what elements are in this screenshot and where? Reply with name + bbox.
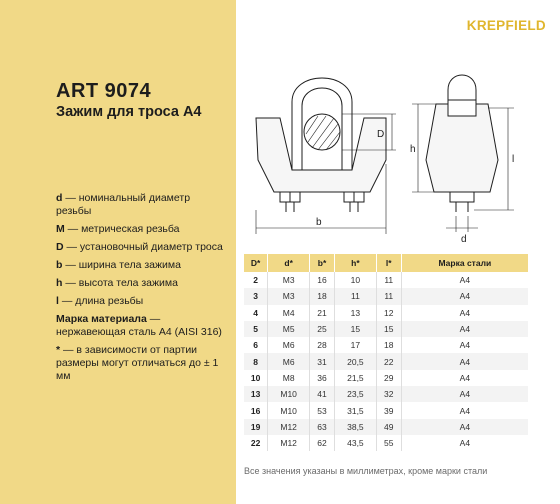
table-cell: 16 bbox=[244, 402, 268, 418]
legend-term: h bbox=[56, 277, 63, 289]
table-cell: 15 bbox=[334, 321, 376, 337]
product-name: Зажим для троса А4 bbox=[56, 104, 202, 120]
table-row bbox=[244, 353, 528, 369]
side-view bbox=[412, 75, 514, 232]
article-number: ART 9074 bbox=[56, 80, 152, 102]
legend-text: — высота тела зажима bbox=[62, 277, 178, 289]
table-cell: 18 bbox=[376, 337, 401, 353]
legend-term: M bbox=[56, 223, 65, 235]
table-cell: 23,5 bbox=[334, 386, 376, 402]
table-cell: 11 bbox=[334, 288, 376, 304]
table-cell: М10 bbox=[268, 402, 310, 418]
label-d: d bbox=[461, 234, 467, 245]
table-cell: 10 bbox=[244, 370, 268, 386]
table-cell: 25 bbox=[310, 321, 335, 337]
table-cell: А4 bbox=[401, 419, 528, 435]
legend-item bbox=[56, 241, 228, 254]
brand-logo: KREPFIELD bbox=[466, 18, 546, 33]
table-cell: 15 bbox=[376, 321, 401, 337]
table-cell: 18 bbox=[310, 288, 335, 304]
legend-term: b bbox=[56, 259, 63, 271]
table-cell: 32 bbox=[376, 386, 401, 402]
legend-text: — метрическая резьба bbox=[64, 223, 180, 235]
legend-item bbox=[56, 259, 228, 272]
legend-text: — номинальный диаметр резьбы bbox=[56, 192, 191, 217]
legend-item bbox=[56, 344, 228, 383]
table-cell: 39 bbox=[376, 402, 401, 418]
table-header: h* bbox=[334, 254, 376, 272]
table-cell: 29 bbox=[376, 370, 401, 386]
legend-term: D bbox=[56, 241, 64, 253]
table-header: D* bbox=[244, 254, 268, 272]
table-cell: М10 bbox=[268, 386, 310, 402]
table-cell: М12 bbox=[268, 419, 310, 435]
table-row bbox=[244, 370, 528, 386]
table-cell: М12 bbox=[268, 435, 310, 451]
legend-item bbox=[56, 223, 228, 236]
table-cell: М6 bbox=[268, 353, 310, 369]
info-panel bbox=[0, 0, 236, 504]
label-l: l bbox=[512, 154, 515, 165]
label-h: h bbox=[410, 144, 416, 155]
table-cell: 11 bbox=[376, 272, 401, 288]
legend-term: * bbox=[56, 344, 61, 356]
table-cell: 2 bbox=[244, 272, 268, 288]
clamp-body-side bbox=[426, 104, 498, 192]
legend-item bbox=[56, 295, 228, 308]
legend-term: l bbox=[56, 295, 59, 307]
table-cell: 55 bbox=[376, 435, 401, 451]
table-header: l* bbox=[376, 254, 401, 272]
legend-item bbox=[56, 192, 228, 218]
table-cell: 10 bbox=[334, 272, 376, 288]
table-cell: 5 bbox=[244, 321, 268, 337]
legend-text: — длина резьбы bbox=[58, 295, 144, 307]
table-cell: А4 bbox=[459, 405, 471, 416]
table-cell: 8 bbox=[244, 353, 268, 369]
table-cell: 31,5 bbox=[334, 402, 376, 418]
table-cell: А4 bbox=[459, 438, 471, 449]
table-cell: А4 bbox=[459, 372, 471, 383]
table-cell: 20,5 bbox=[334, 353, 376, 369]
table-cell: А4 bbox=[401, 353, 528, 369]
table-cell: М6 bbox=[268, 337, 310, 353]
table-cell: 21,5 bbox=[334, 370, 376, 386]
u-bolt-side bbox=[448, 75, 476, 116]
table-cell: А4 bbox=[459, 340, 471, 351]
legend-item bbox=[56, 277, 228, 290]
technical-drawing bbox=[236, 60, 560, 250]
table-row bbox=[244, 386, 528, 402]
table-cell: 19 bbox=[244, 419, 268, 435]
table-row bbox=[244, 272, 528, 288]
table-cell: 16 bbox=[310, 272, 335, 288]
table-cell: 63 bbox=[310, 419, 335, 435]
table-cell: 4 bbox=[244, 305, 268, 321]
table-cell: 6 bbox=[244, 337, 268, 353]
table-cell: 11 bbox=[376, 288, 401, 304]
legend-term: Марка материала bbox=[56, 313, 147, 325]
table-cell: 3 bbox=[244, 288, 268, 304]
table-header: d* bbox=[268, 254, 310, 272]
table-cell: 31 bbox=[310, 353, 335, 369]
table-cell: 22 bbox=[376, 353, 401, 369]
table-cell: А4 bbox=[459, 275, 471, 286]
table-cell: 43,5 bbox=[334, 435, 376, 451]
table-cell: 41 bbox=[310, 386, 335, 402]
legend-item bbox=[56, 313, 228, 339]
table-row bbox=[244, 288, 528, 304]
table-cell: М4 bbox=[268, 305, 310, 321]
table-header: Марка стали bbox=[401, 254, 528, 272]
table-row bbox=[244, 337, 528, 353]
table-row bbox=[244, 402, 528, 418]
legend-text: — ширина тела зажима bbox=[62, 259, 181, 271]
table-cell: М3 bbox=[268, 272, 310, 288]
table-cell: 12 bbox=[376, 305, 401, 321]
table-cell: 28 bbox=[310, 337, 335, 353]
table-cell: А4 bbox=[401, 288, 528, 304]
table-cell: М3 bbox=[268, 288, 310, 304]
table-cell: А4 bbox=[401, 386, 528, 402]
legend-text: — нержавеющая сталь А4 (AISI 316) bbox=[56, 313, 222, 338]
label-b: b bbox=[316, 217, 322, 228]
legend-term: d bbox=[56, 192, 63, 204]
nut-side bbox=[450, 192, 474, 202]
table-cell: 49 bbox=[376, 419, 401, 435]
table-cell: А4 bbox=[401, 321, 528, 337]
table-header: b* bbox=[310, 254, 335, 272]
table-cell: 21 bbox=[310, 305, 335, 321]
table-cell: 62 bbox=[310, 435, 335, 451]
table-cell: А4 bbox=[459, 307, 471, 318]
label-D: D bbox=[377, 129, 385, 140]
table-row bbox=[244, 321, 528, 337]
table-cell: 38,5 bbox=[334, 419, 376, 435]
table-row bbox=[244, 305, 528, 321]
table-row bbox=[244, 419, 528, 435]
table-cell: 17 bbox=[334, 337, 376, 353]
table-cell: 36 bbox=[310, 370, 335, 386]
table-cell: 13 bbox=[244, 386, 268, 402]
table-cell: М8 bbox=[268, 370, 310, 386]
dimensions-table bbox=[244, 254, 528, 451]
table-row bbox=[244, 435, 528, 451]
legend-text: — установочный диаметр троса bbox=[63, 241, 223, 253]
table-cell: 13 bbox=[334, 305, 376, 321]
table-cell: 22 bbox=[244, 435, 268, 451]
dimension-legend bbox=[56, 192, 228, 388]
legend-text: — в зависимости от партии размеры могут отличаться до ± 1 мм bbox=[56, 344, 219, 382]
front-view bbox=[256, 78, 396, 234]
table-cell: 53 bbox=[310, 402, 335, 418]
units-footnote: Все значения указаны в миллиметрах, кроме марки стали bbox=[244, 466, 488, 476]
table-cell: М5 bbox=[268, 321, 310, 337]
